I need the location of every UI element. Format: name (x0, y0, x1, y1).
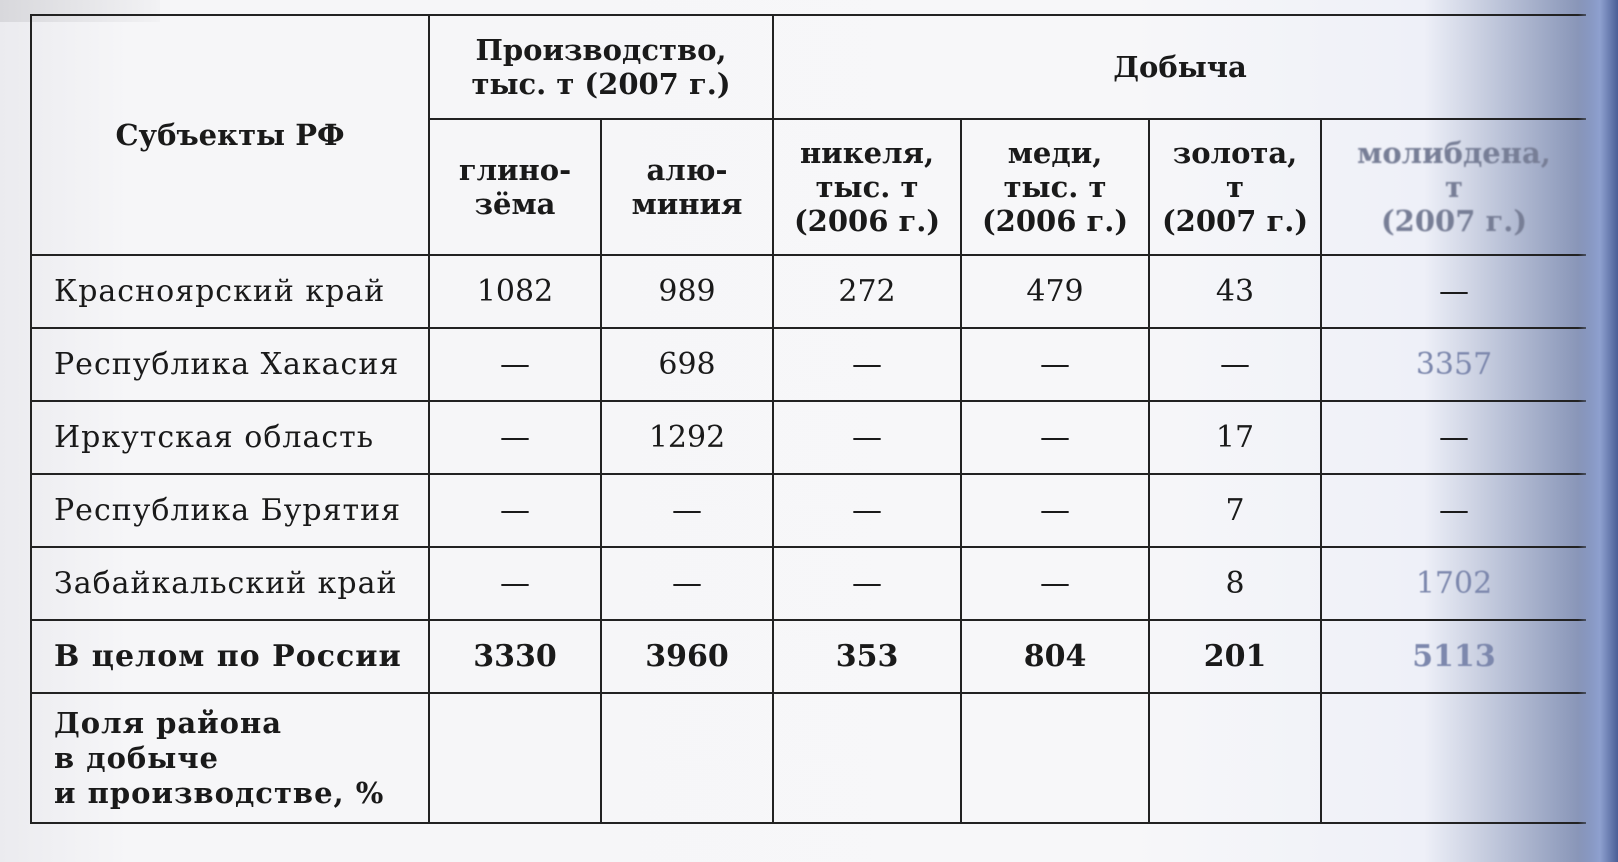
cell-aluminum: — (601, 474, 773, 547)
cell-aluminum: 1292 (601, 401, 773, 474)
total-alumina: 3330 (429, 620, 601, 693)
cell-copper: — (961, 547, 1149, 620)
share-cell-copper (961, 693, 1149, 823)
cell-aluminum: 698 (601, 328, 773, 401)
cell-alumina: — (429, 328, 601, 401)
share-cell-nickel (773, 693, 961, 823)
total-row (31, 620, 1586, 693)
cell-aluminum: — (601, 547, 773, 620)
header-copper: меди, тыс. т (2006 г.) (961, 119, 1149, 255)
header-row-1 (31, 15, 1586, 119)
cell-alumina: — (429, 401, 601, 474)
share-row (31, 693, 1586, 823)
cell-copper: — (961, 474, 1149, 547)
total-gold: 201 (1149, 620, 1321, 693)
table-row (31, 547, 1586, 620)
cell-gold: 17 (1149, 401, 1321, 474)
page-edge-shadow (1578, 0, 1618, 862)
cell-alumina: — (429, 547, 601, 620)
header-aluminum: алю- миния (601, 119, 773, 255)
data-table (30, 14, 1586, 824)
total-copper: 804 (961, 620, 1149, 693)
cell-alumina: 1082 (429, 255, 601, 328)
header-alumina: глино- зёма (429, 119, 601, 255)
cell-molybdenum: — (1321, 255, 1586, 328)
share-cell-gold (1149, 693, 1321, 823)
cell-copper: — (961, 401, 1149, 474)
cell-aluminum: 989 (601, 255, 773, 328)
cell-gold: 43 (1149, 255, 1321, 328)
cell-nickel: 272 (773, 255, 961, 328)
cell-nickel: — (773, 401, 961, 474)
cell-molybdenum: 1702 (1321, 547, 1586, 620)
header-mining: Добыча (773, 15, 1586, 119)
cell-nickel: — (773, 328, 961, 401)
table-row (31, 474, 1586, 547)
row-name: Республика Бурятия (31, 474, 429, 547)
total-molybdenum: 5113 (1321, 620, 1586, 693)
table-row (31, 255, 1586, 328)
cell-molybdenum: — (1321, 474, 1586, 547)
header-production: Производство, тыс. т (2007 г.) (429, 15, 773, 119)
share-label: Доля района в добыче и производстве, % (31, 693, 429, 823)
row-name: Республика Хакасия (31, 328, 429, 401)
cell-gold: 7 (1149, 474, 1321, 547)
total-aluminum: 3960 (601, 620, 773, 693)
header-nickel: никеля, тыс. т (2006 г.) (773, 119, 961, 255)
row-name: Иркутская область (31, 401, 429, 474)
cell-nickel: — (773, 547, 961, 620)
header-gold: золота, т (2007 г.) (1149, 119, 1321, 255)
header-molybdenum: молибдена, т (2007 г.) (1321, 119, 1586, 255)
share-cell-aluminum (601, 693, 773, 823)
cell-molybdenum: — (1321, 401, 1586, 474)
share-cell-molybdenum (1321, 693, 1586, 823)
cell-alumina: — (429, 474, 601, 547)
total-name: В целом по России (31, 620, 429, 693)
cell-copper: 479 (961, 255, 1149, 328)
cell-gold: 8 (1149, 547, 1321, 620)
table-row (31, 401, 1586, 474)
total-nickel: 353 (773, 620, 961, 693)
cell-copper: — (961, 328, 1149, 401)
header-subjects: Субъекты РФ (31, 15, 429, 255)
share-cell-alumina (429, 693, 601, 823)
table-row (31, 328, 1586, 401)
row-name: Красноярский край (31, 255, 429, 328)
cell-molybdenum: 3357 (1321, 328, 1586, 401)
cell-gold: — (1149, 328, 1321, 401)
row-name: Забайкальский край (31, 547, 429, 620)
cell-nickel: — (773, 474, 961, 547)
